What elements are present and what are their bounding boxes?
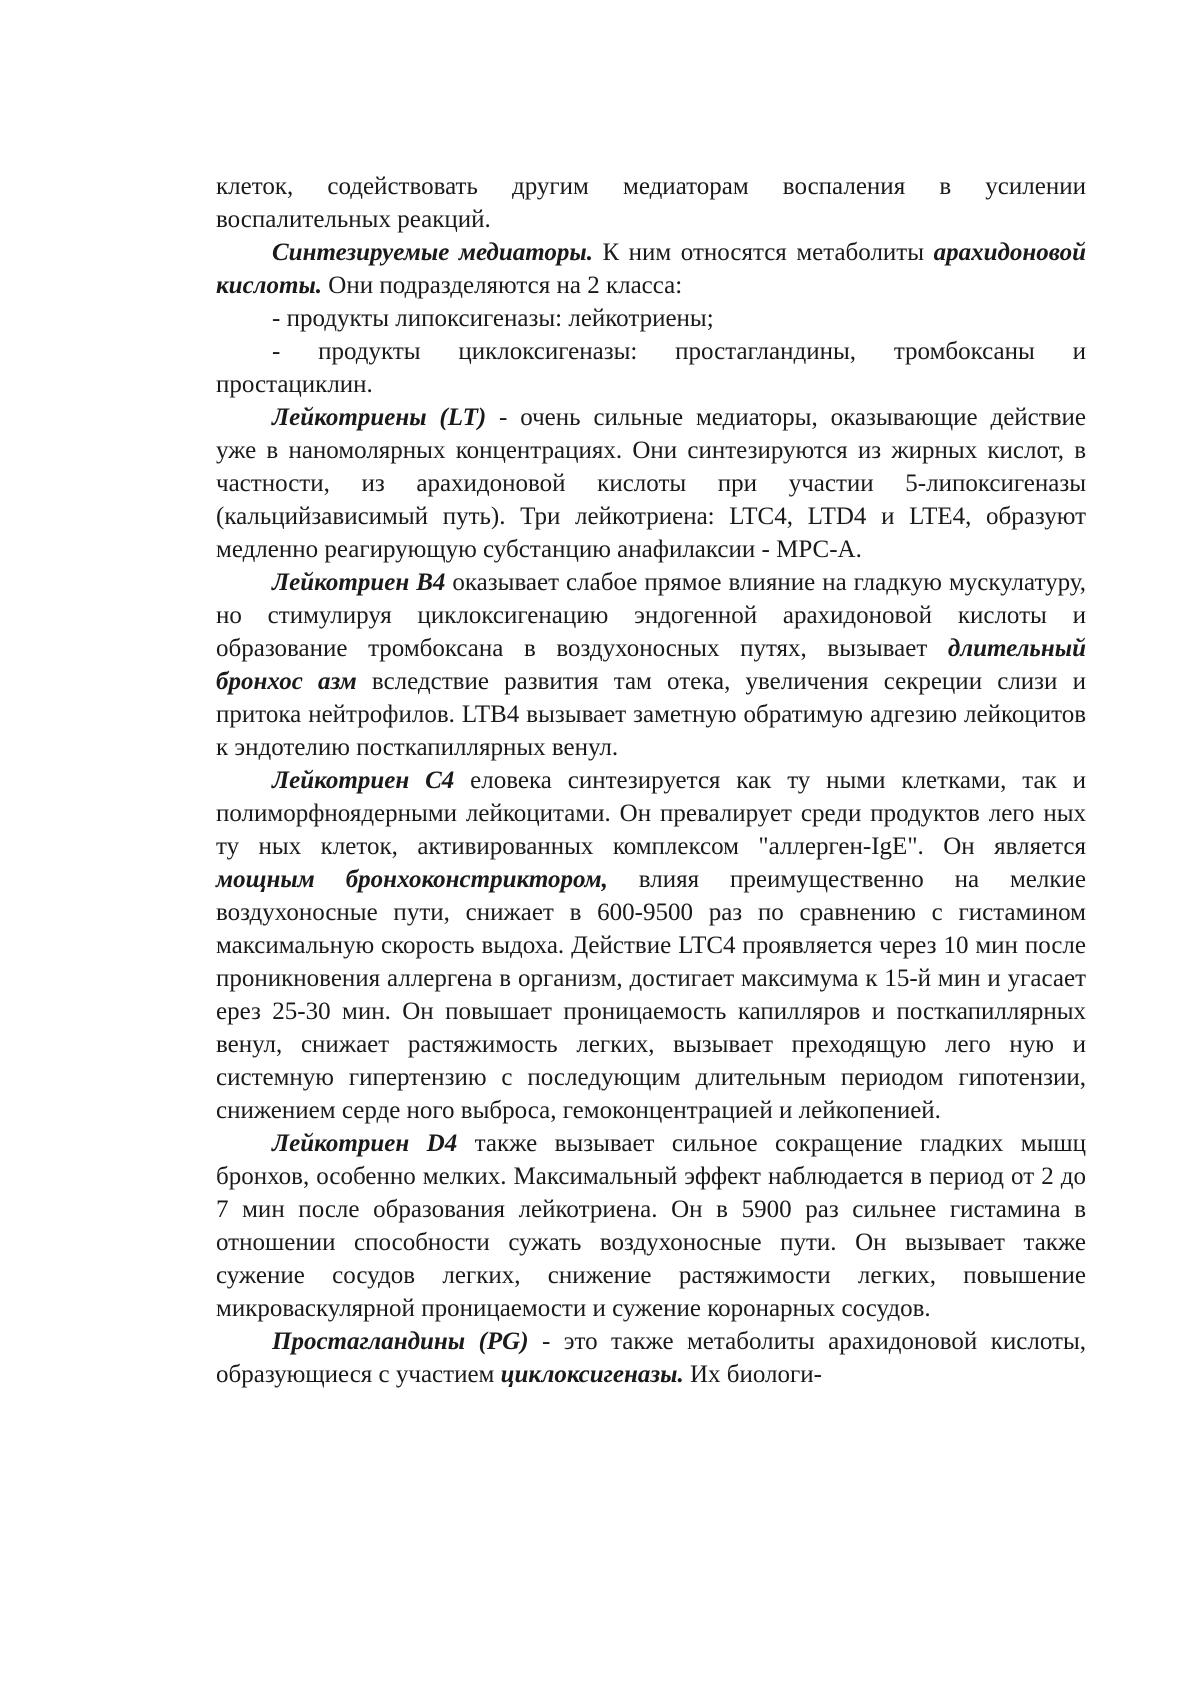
emphasized-term: Лейкотриены (LT) (272, 404, 487, 431)
paragraph (216, 302, 1086, 335)
paragraph (216, 170, 1086, 236)
paragraph-text: еловека синтезируется как ту ными клетками, так и полиморфноядерными лейкоцитами. Он превалирует среди продуктов лего ных ту ных клеток, активированных комплексом "аллерген-IgE". Он является (216, 767, 1086, 860)
emphasized-term: Лейкотриен D4 (272, 1130, 458, 1157)
paragraph-text: влияя преимущественно на мелкие воздухоносные пути, снижает в 600-9500 раз по сравнению с гистамином максимальную скорость выдоха. Действие LTC4 проявляется через 10 мин после проникновения аллергена в организм, достигает максимума к 15-й мин и угасает ерез 25-30 мин. Он повышает проницаемость капилляров и посткапиллярных венул, снижает растяжимость легких, вызывает преходящую лего ную и системную гипертензию с последующим длительным периодом гипотензии, снижением серде ного выброса, гемоконцентрацией и лейкопенией. (216, 866, 1086, 1124)
paragraph-text: вследствие развития там отека, увеличения секреции слизи и притока нейтрофилов. LTB4 вызывает заметную обратимую адгезию лейкоцитов к эндотелию посткапиллярных венул. (216, 668, 1086, 761)
paragraph (216, 401, 1086, 566)
emphasized-term: Простагландины (PG) (272, 1328, 529, 1355)
paragraph (216, 335, 1086, 401)
paragraph-text: оказывает слабое прямое влияние на гладкую мускулатуру, но стимулируя циклоксигенацию эндогенной арахидоновой кислоты и образование тромбоксана в воздухоносных путях, вызывает (216, 569, 1086, 662)
paragraph-text: - продукты липоксигеназы: лейкотриены; (272, 305, 714, 332)
paragraph-text: также вызывает сильное сокращение гладких мышц бронхов, особенно мелких. Максимальный эффект наблюдается в период от 2 до 7 мин после образования лейкотриена. Он в 5900 раз сильнее гистамина в отношении способности сужать воздухоносные пути. Он вызывает также сужение сосудов легких, снижение растяжимости легких, повышение микроваскулярной проницаемости и сужение коронарных сосудов. (216, 1130, 1086, 1322)
paragraph (216, 764, 1086, 1127)
emphasized-term: Синтезируемые медиаторы. (272, 239, 593, 266)
emphasized-term: длительный бронхос азм (216, 635, 1086, 695)
paragraph-text: К ним относятся метаболиты (592, 239, 934, 266)
emphasized-term: Лейкотриен С4 (272, 767, 455, 794)
paragraph-text: Они подразделяются на 2 класса: (322, 272, 683, 299)
paragraph (216, 236, 1086, 302)
paragraph-text: Их биологи- (683, 1361, 822, 1388)
paragraph (216, 1127, 1086, 1325)
emphasized-term: мощным бронхоконстриктором, (216, 866, 608, 893)
emphasized-term: циклоксигеназы. (500, 1361, 684, 1388)
paragraph (216, 1325, 1086, 1391)
paragraph-text: - очень сильные медиаторы, оказывающие действие уже в наномолярных концентрациях. Они синтезируются из жирных кислот, в частности, из арахидоновой кислоты при участии 5-липоксигеназы (кальцийзависимый путь). Три лейкотриена: LTC4, LTD4 и LTE4, образуют медленно реагирующую субстанцию анафилаксии - МРС-А. (216, 404, 1086, 563)
emphasized-term: арахидоновой кислоты. (216, 239, 1086, 299)
paragraph-text: клеток, содействовать другим медиаторам воспаления в усилении воспалительных реакций. (216, 173, 1086, 233)
emphasized-term: Лейкотриен В4 (272, 569, 446, 596)
document-page (216, 170, 1086, 1391)
paragraph-text: - это также метаболиты арахидоновой кислоты, образующиеся с участием (216, 1328, 1086, 1388)
paragraph (216, 566, 1086, 764)
paragraph-text: - продукты циклоксигеназы: простагландины, тромбоксаны и простациклин. (216, 338, 1086, 398)
